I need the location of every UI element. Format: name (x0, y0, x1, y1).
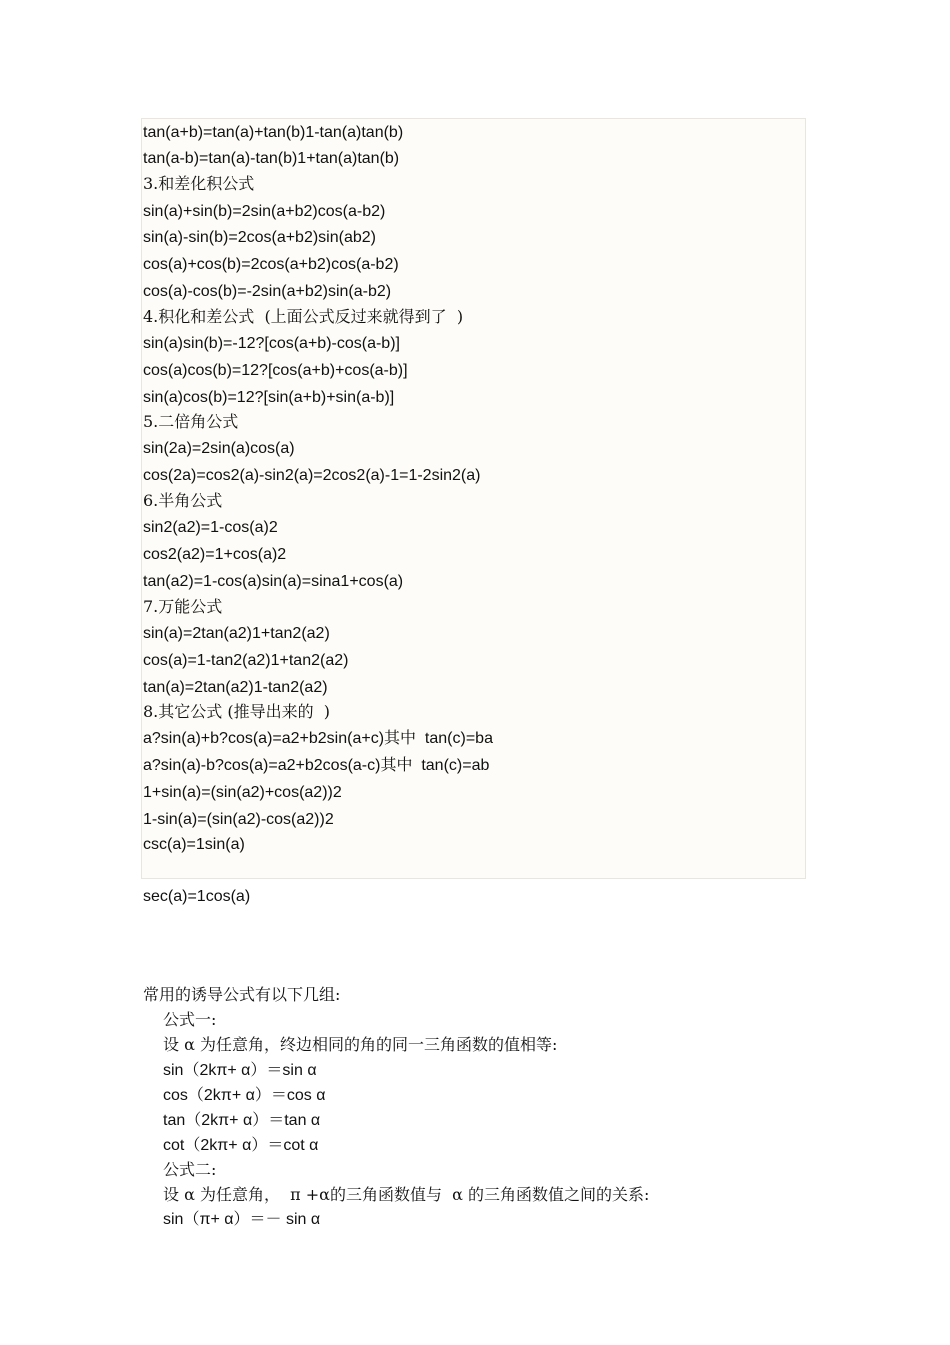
formula-line: cos(a)cos(b)=12?[cos(a+b)+cos(a-b)] (143, 362, 408, 379)
section-heading: 5.二倍角公式 (143, 412, 239, 431)
section-heading: 7.万能公式 (143, 597, 223, 616)
formula-line: sin(a)cos(b)=12?[sin(a+b)+sin(a-b)] (143, 389, 395, 406)
induction-formula-line: cot（2kπ+ α）＝cot α (163, 1137, 319, 1154)
formula-line: 1-sin(a)=(sin(a2)-cos(a2))2 (143, 811, 334, 828)
formula-line: sin2(a2)=1-cos(a)2 (143, 519, 278, 536)
formula-line: a?sin(a)-b?cos(a)=a2+b2cos(a-c)其中 tan(c)=ab (143, 757, 490, 774)
section-heading: 3.和差化积公式 (143, 174, 255, 193)
formula-line: sin(a)+sin(b)=2sin(a+b2)cos(a-b2) (143, 203, 386, 220)
induction-formula-line: cos（2kπ+ α）＝cos α (163, 1087, 326, 1104)
induction-formula-line: sin（2kπ+ α）＝sin α (163, 1062, 317, 1079)
formula-description: 设 α 为任意角，终边相同的角的同一三角函数的值相等: (163, 1035, 558, 1054)
section-heading: 6.半角公式 (143, 491, 223, 510)
formula-line: sin(a)-sin(b)=2cos(a+b2)sin(ab2) (143, 229, 376, 246)
formula-line: a?sin(a)+b?cos(a)=a2+b2sin(a+c)其中 tan(c)=ba (143, 730, 493, 747)
formula-line: tan(a2)=1-cos(a)sin(a)=sina1+cos(a) (143, 573, 404, 590)
formula-line: cos2(a2)=1+cos(a)2 (143, 546, 287, 563)
formula-line: tan(a)=2tan(a2)1-tan2(a2) (143, 679, 328, 696)
formula-line: sin(a)sin(b)=-12?[cos(a+b)-cos(a-b)] (143, 335, 400, 352)
formula-line: sin(2a)=2sin(a)cos(a) (143, 440, 295, 457)
formula-line: cos(a)=1-tan2(a2)1+tan2(a2) (143, 652, 349, 669)
formula-line: cos(a)-cos(b)=-2sin(a+b2)sin(a-b2) (143, 283, 392, 300)
formula-group-title: 公式一: (163, 1010, 217, 1029)
formula-line-sec: sec(a)=1cos(a) (143, 888, 251, 905)
induction-formula-line: sin（π+ α）＝－ sin α (163, 1211, 321, 1228)
induction-intro: 常用的诱导公式有以下几组: (143, 985, 341, 1004)
section-heading: 8.其它公式 (推导出来的 ) (143, 702, 331, 721)
formula-line: cos(2a)=cos2(a)-sin2(a)=2cos2(a)-1=1-2sin2(a) (143, 467, 481, 484)
formula-line: tan(a+b)=tan(a)+tan(b)1-tan(a)tan(b) (143, 124, 404, 141)
formula-line: tan(a-b)=tan(a)-tan(b)1+tan(a)tan(b) (143, 150, 400, 167)
section-heading: 4.积化和差公式 (上面公式反过来就得到了 ) (143, 307, 464, 326)
formula-group-title: 公式二: (163, 1160, 217, 1179)
formula-line: sin(a)=2tan(a2)1+tan2(a2) (143, 625, 330, 642)
formula-line: csc(a)=1sin(a) (143, 836, 245, 853)
induction-formula-line: tan（2kπ+ α）＝tan α (163, 1112, 321, 1129)
formula-line: cos(a)+cos(b)=2cos(a+b2)cos(a-b2) (143, 256, 399, 273)
formula-description: 设 α 为任意角， π +α的三角函数值与 α 的三角函数值之间的关系: (163, 1185, 650, 1204)
formula-line: 1+sin(a)=(sin(a2)+cos(a2))2 (143, 784, 342, 801)
